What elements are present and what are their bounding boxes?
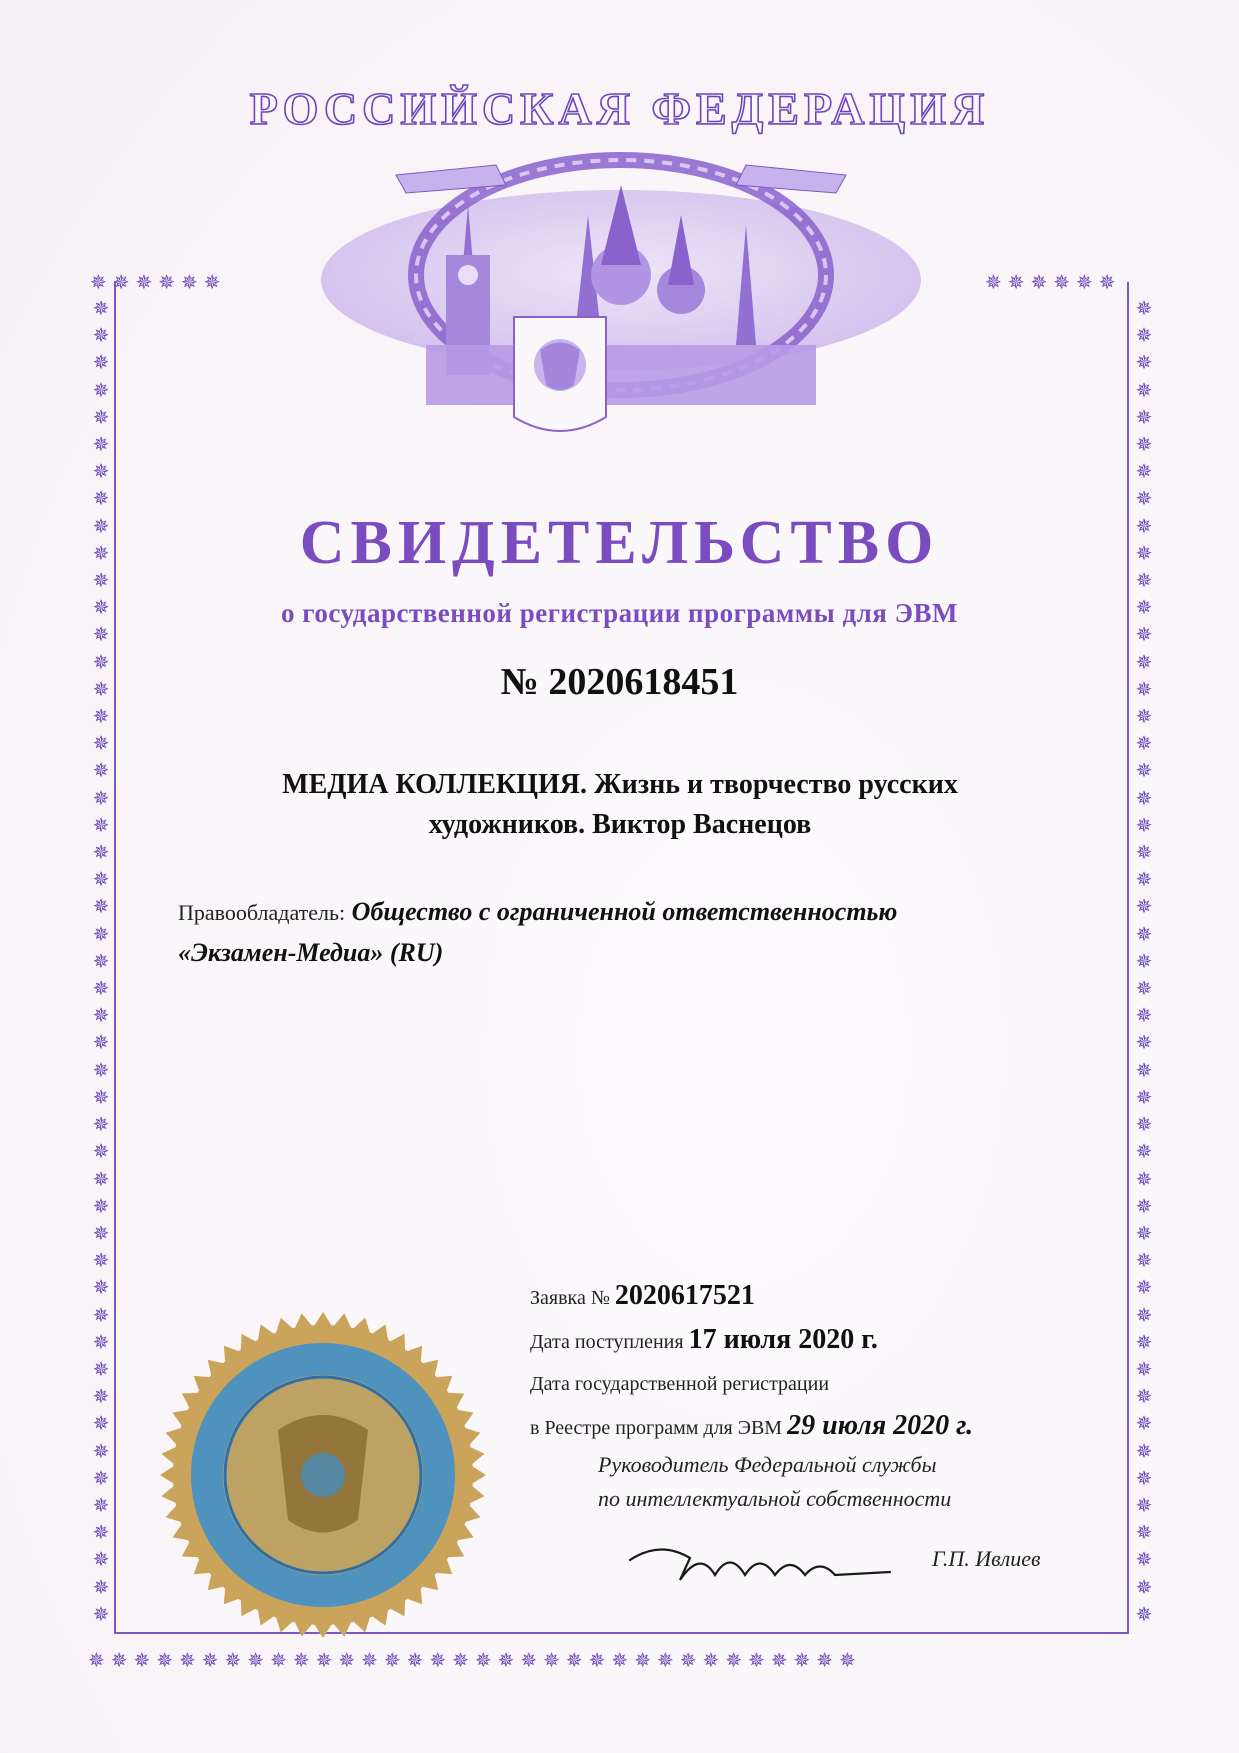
registration-details (530, 1275, 1090, 1449)
application-number: 2020617521 (614, 1280, 755, 1311)
certificate-subtitle: о государственной регистрации программы для ЭВМ (281, 598, 958, 628)
received-label: Дата поступления (530, 1331, 684, 1353)
application-label: Заявка № (530, 1287, 610, 1309)
right-holder-label: Правообладатель: (178, 900, 346, 925)
registration-label-line2: в Реестре программ для ЭВМ (530, 1417, 783, 1439)
registration-label-line1: Дата государственной регистрации (530, 1373, 830, 1395)
head-title-line1: Руководитель Федеральной службы (598, 1452, 937, 1477)
frame-bottom-ornament: ✵✵✵✵✵✵✵✵✵✵✵✵✵✵✵✵✵✵✵✵✵✵✵✵✵✵✵✵✵✵✵✵✵✵ (88, 1648, 862, 1672)
received-date: 17 июля 2020 г. (688, 1324, 878, 1355)
frame-right-line (1127, 282, 1129, 1632)
frame-left-ornament: ✵ ✵ ✵ ✵ ✵ ✵ ✵ ✵ ✵ ✵ ✵ ✵ ✵ ✵ ✵ ✵ ✵ ✵ ✵ ✵ ✵ ✵ ✵ ✵ ✵ ✵ ✵ ✵ ✵ ✵ ✵ ✵ ✵ ✵ ✵ ✵ ✵ ✵ ✵ ✵ ✵ ✵ ✵ ✵ ✵ ✵ ✵ ✵ ✵ (92, 296, 110, 1626)
head-title (598, 1448, 1078, 1516)
program-name-line2: художников. Виктор Васнецов (428, 809, 812, 840)
certificate-title: СВИДЕТЕЛЬСТВО (299, 509, 940, 577)
kremlin-emblem-icon (296, 145, 946, 480)
program-name (150, 765, 1090, 845)
signatory-name: Г.П. Ивлиев (932, 1546, 1041, 1571)
frame-right-ornament: ✵ ✵ ✵ ✵ ✵ ✵ ✵ ✵ ✵ ✵ ✵ ✵ ✵ ✵ ✵ ✵ ✵ ✵ ✵ ✵ ✵ ✵ ✵ ✵ ✵ ✵ ✵ ✵ ✵ ✵ ✵ ✵ ✵ ✵ ✵ ✵ ✵ ✵ ✵ ✵ ✵ ✵ ✵ ✵ ✵ ✵ ✵ ✵ ✵ (1135, 296, 1153, 1626)
certificate-number: № 2020618451 (500, 661, 739, 703)
official-seal-icon (158, 1310, 488, 1640)
head-title-line2: по интеллектуальной собственности (598, 1486, 952, 1511)
right-holder-value-line1: Общество с ограниченной ответственностью (351, 897, 898, 926)
frame-left-line (114, 282, 116, 1632)
right-holder-value-line2: «Экзамен-Медиа» (RU) (178, 938, 444, 967)
country-header: РОССИЙСКАЯ ФЕДЕРАЦИЯ (249, 83, 990, 134)
right-holder (178, 892, 1078, 973)
frame-top-right-ornament: ✵✵✵✵✵✵ (985, 270, 1122, 294)
program-name-line1: МЕДИА КОЛЛЕКЦИЯ. Жизнь и творчество русских (282, 769, 958, 800)
frame-top-left-ornament: ✵✵✵✵✵✵ (90, 270, 227, 294)
signature-icon (620, 1530, 900, 1600)
registration-date: 29 июля 2020 г. (787, 1410, 974, 1441)
